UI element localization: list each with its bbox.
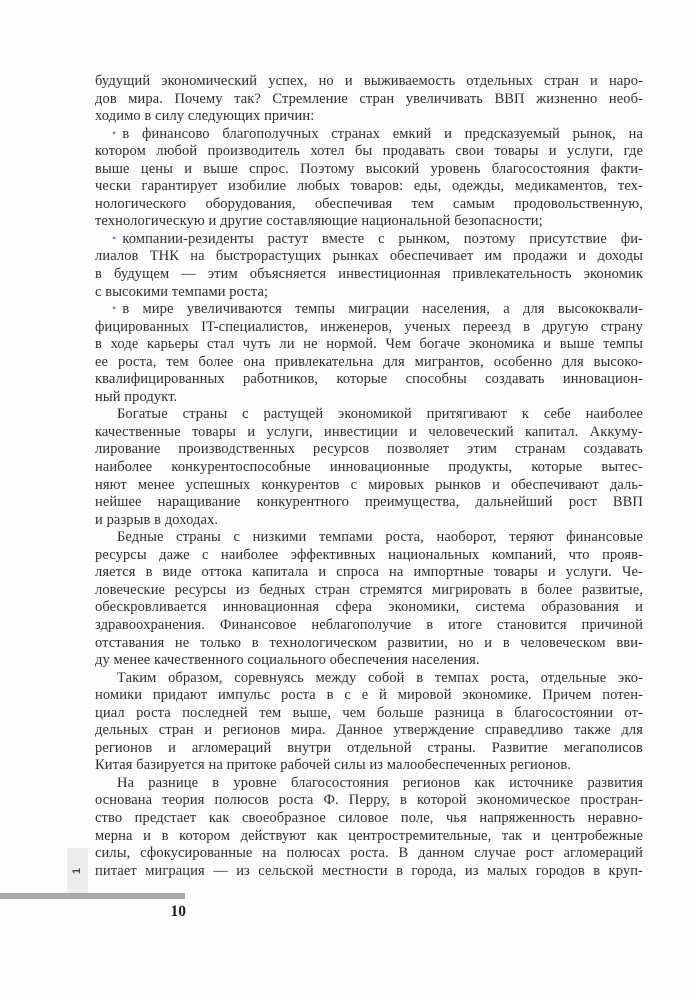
text-line: ходимо в силу следующих причин: [95,108,315,125]
bullet-paragraph-2 [95,231,643,301]
text-line: здравоохранения. Финансовое неблагополучие в итоге становится причиной [95,616,643,633]
chapter-tab-number: 1 [71,867,84,874]
text-line: ду менее качественного социального обеспечения населения. [95,652,480,669]
body-paragraph-4 [95,775,643,880]
text-line: ресурсы даже с наиболее эффективных национальных компаний, что прояв- [95,546,643,563]
text-line: котором любой производитель хотел бы продавать свои товары и услуги, где [95,143,643,160]
text-line [95,126,643,144]
text-line: Таким образом, соревнуясь между собой в темпах роста, отдельные эко- [117,669,643,686]
text-line: ный продукт. [95,388,178,405]
body-paragraph-3 [95,670,643,775]
paragraph-continuation [95,73,643,126]
text-line [95,301,643,319]
text-line: силы, сфокусированные на полюсах роста. В данном случае рост агломераций [95,845,643,862]
footer-rule [0,893,185,899]
bullet-icon: • [112,301,117,316]
text-line: Богатые страны с растущей экономикой притягивают к себе наиболее [117,406,643,423]
text-line: наиболее конкурентоспособные инновационные продукты, которые вытес- [95,459,643,476]
text-line: в будущем — этим объясняется инвестиционная привлекательность экономик [95,266,643,283]
text-line: номики придают импульс роста в с е й мировой экономике. Причем потен- [95,687,643,704]
bullet-icon: • [112,230,117,245]
text-line: обескровливается инновационная сфера экономики, система образования и [95,599,643,616]
text-line: питает миграция — из сельской местности в города, из малых городов в круп- [95,862,643,879]
bullet-icon: • [112,125,117,140]
text-line: отставания не только в технологическом развитии, но и в человеческом вви- [95,634,643,651]
page-number: 10 [170,903,186,920]
text-line: мерна и в котором действуют как центростремительные, так и центробежные [95,827,643,844]
text-line: выше цены и выше спрос. Поэтому высокий уровень благосостояния факти- [95,160,643,177]
body-paragraph-1 [95,406,643,529]
text-line: в ходе карьеры стал чуть ли не нормой. Чем богаче экономика и выше темпы [95,336,643,353]
text-line-content: компании-резиденты растут вместе с рынком, поэтому присутствие фи- [122,230,643,247]
text-line: нологического оборудования, обеспечивая тем самым продовольственную, [95,195,643,212]
text-line: регионов и агломераций внутри отдельной страны. Развитие мегаполисов [95,739,643,756]
text-line: с высокими темпами роста; [95,283,269,300]
body-paragraph-2 [95,529,643,669]
text-line: основана теория полюсов роста Ф. Перру, в которой экономическое простран- [95,792,643,809]
text-line: лирование производственных ресурсов позволяет этим странам создавать [95,441,643,458]
text-line: ство предстает как своеобразное силовое поле, чья напряженность неравно- [95,809,643,826]
text-line: чески гарантирует изобилие любых товаров: еды, одежды, медикаментов, тех- [95,178,643,195]
text-line-content: в финансово благополучных странах емкий и предсказуемый рынок, на [122,125,643,142]
text-line: няют менее успешных конкурентов с мировых рынков и обеспечивают даль- [95,476,643,493]
text-line: Бедные страны с низкими темпами роста, наоборот, теряют финансовые [117,529,643,546]
bullet-paragraph-3 [95,301,643,406]
page-text-block [95,73,643,880]
text-line: фицированных IT-специалистов, инженеров, ученых переезд в другую страну [95,318,643,335]
text-line: ее роста, тем более она привлекательна для мигрантов, особенно для высоко- [95,353,643,370]
text-line: циал роста последней тем выше, чем больше разница в благосостоянии от- [95,704,643,721]
text-line: квалифицированных работников, которые способны создавать инновацион- [95,371,643,388]
text-line: На разнице в уровне благосостояния регионов как источнике развития [117,774,643,791]
text-line: дов мира. Почему так? Стремление стран увеличивать ВВП жизненно необ- [95,90,643,107]
text-line: технологическую и другие составляющие национальной безопасности; [95,213,543,230]
text-line: будущий экономический успех, но и выживаемость отдельных стран и наро- [95,73,643,89]
text-line: дельных стран и регионов мира. Данное утверждение справедливо также для [95,722,643,739]
text-line: качественные товары и услуги, инвестиции и человеческий капитал. Аккуму- [95,423,643,440]
text-line [95,231,643,249]
text-line: лиалов ТНК на быстрорастущих рынках обеспечивает им продажи и доходы [95,248,643,265]
text-line: и разрыв в доходах. [95,511,219,528]
bullet-paragraph-1 [95,126,643,231]
chapter-edge-tab [67,848,88,893]
text-line-content: в мире увеличиваются темпы миграции населения, а для высококвали- [122,301,643,318]
text-line: ловеческие ресурсы из бедных стран стремятся мигрировать в более развитые, [95,581,643,598]
text-line: нейшее наращивание конкурентного преимущества, дальнейший рост ВВП [95,494,643,511]
text-line: ляется в виде оттока капитала и спроса на импортные товары и услуги. Че- [95,564,643,581]
text-line: Китая базируется на притоке рабочей силы из малообеспеченных регионов. [95,757,572,774]
